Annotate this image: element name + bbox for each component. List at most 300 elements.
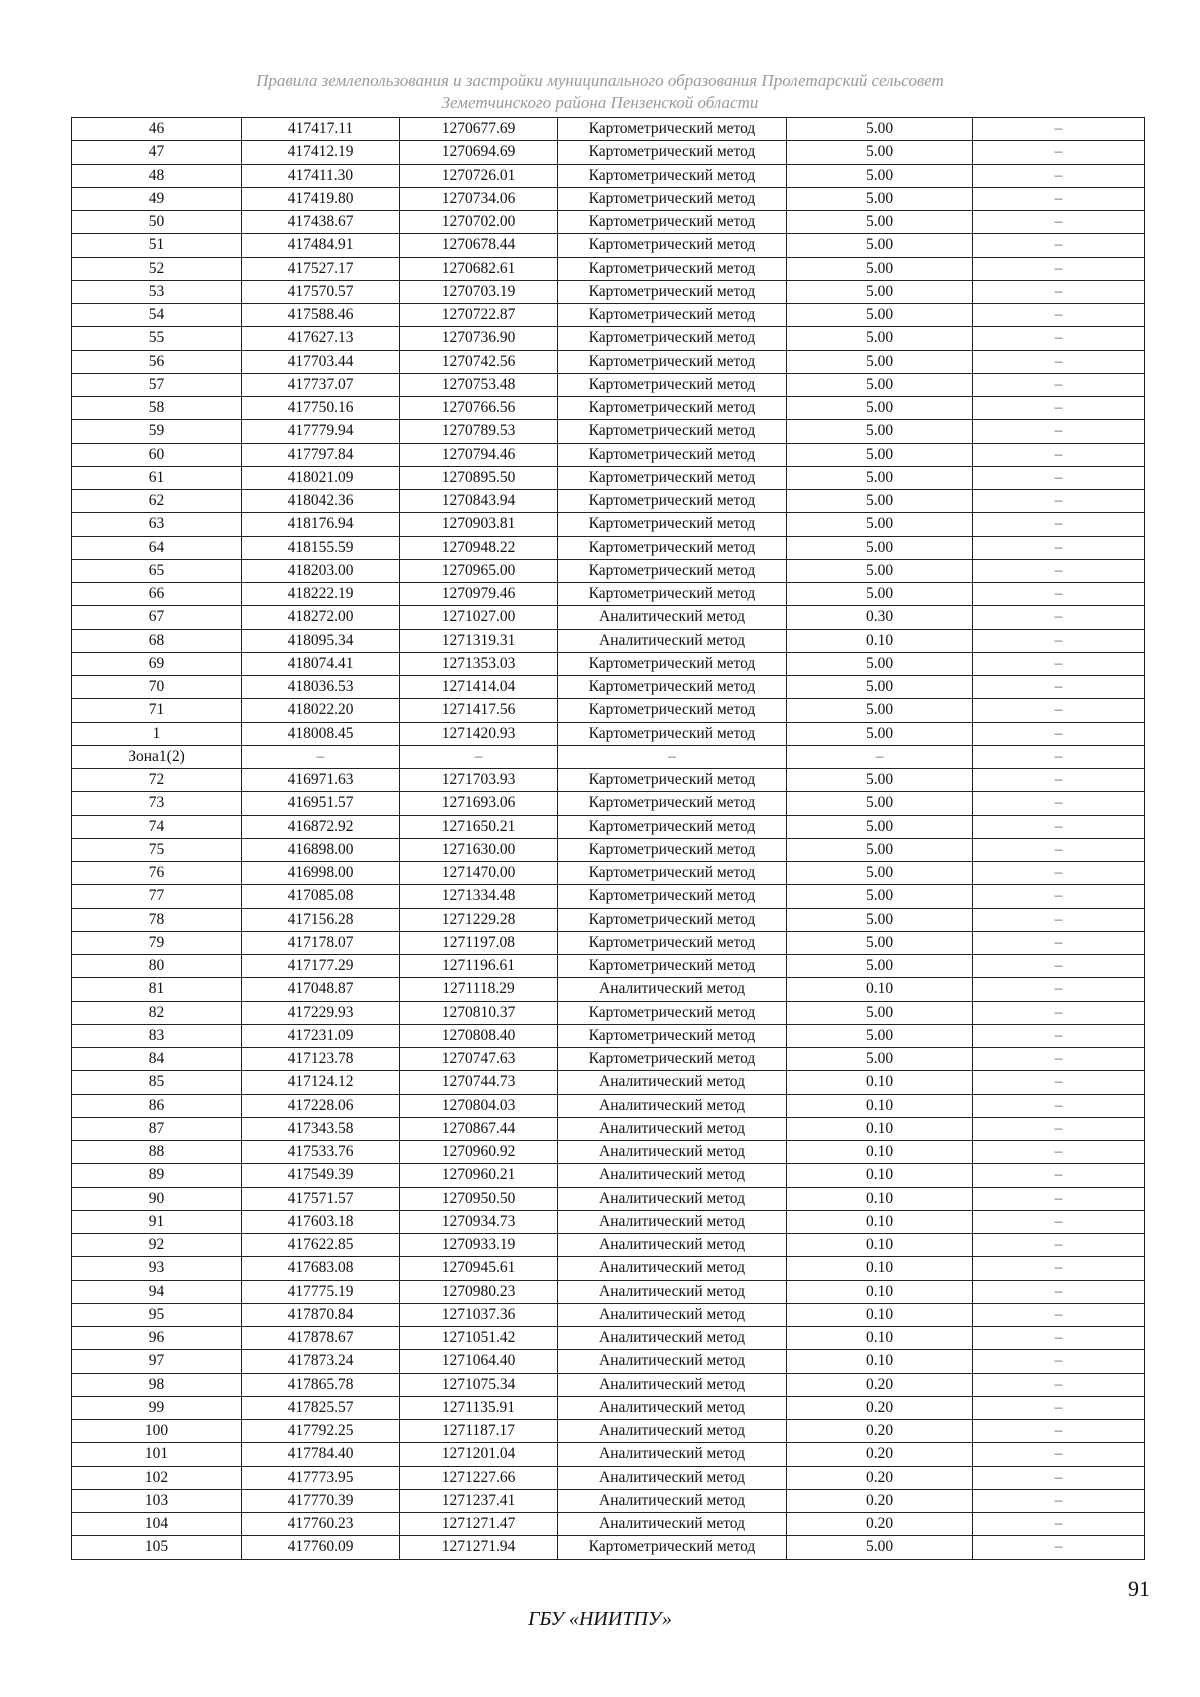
note-cell: – — [973, 420, 1145, 443]
method-cell: Картометрический метод — [558, 1536, 787, 1559]
note-cell: – — [973, 304, 1145, 327]
accuracy-cell: 5.00 — [787, 490, 973, 513]
table-row — [72, 257, 1145, 280]
point-number-cell: 93 — [72, 1257, 242, 1280]
y-coordinate-cell: 1271271.94 — [400, 1536, 558, 1559]
note-cell: – — [973, 1350, 1145, 1373]
accuracy-cell: 0.20 — [787, 1443, 973, 1466]
method-cell: Картометрический метод — [558, 141, 787, 164]
note-cell: – — [973, 815, 1145, 838]
accuracy-cell: 5.00 — [787, 1024, 973, 1047]
note-cell: – — [973, 536, 1145, 559]
table-row — [72, 583, 1145, 606]
y-coordinate-cell: 1270703.19 — [400, 280, 558, 303]
point-number-cell: 71 — [72, 699, 242, 722]
table-row — [72, 1257, 1145, 1280]
accuracy-cell: 0.10 — [787, 978, 973, 1001]
method-cell: Картометрический метод — [558, 862, 787, 885]
accuracy-cell: 5.00 — [787, 327, 973, 350]
y-coordinate-cell: 1270808.40 — [400, 1024, 558, 1047]
point-number-cell: 102 — [72, 1466, 242, 1489]
y-coordinate-cell: 1270753.48 — [400, 373, 558, 396]
note-cell: – — [973, 1234, 1145, 1257]
accuracy-cell: 5.00 — [787, 559, 973, 582]
note-cell: – — [973, 931, 1145, 954]
table-row — [72, 327, 1145, 350]
note-cell: – — [973, 1210, 1145, 1233]
note-cell: – — [973, 1420, 1145, 1443]
point-number-cell: 46 — [72, 118, 242, 141]
table-row — [72, 1210, 1145, 1233]
note-cell: – — [973, 652, 1145, 675]
point-number-cell: 58 — [72, 397, 242, 420]
y-coordinate-cell: 1270766.56 — [400, 397, 558, 420]
point-number-cell: 85 — [72, 1071, 242, 1094]
table-row — [72, 1141, 1145, 1164]
accuracy-cell: 5.00 — [787, 513, 973, 536]
y-coordinate-cell: 1270789.53 — [400, 420, 558, 443]
coordinates-table — [71, 117, 1145, 1560]
accuracy-cell: 0.10 — [787, 1303, 973, 1326]
point-number-cell: 97 — [72, 1350, 242, 1373]
point-number-cell: 50 — [72, 211, 242, 234]
method-cell: Аналитический метод — [558, 1094, 787, 1117]
method-cell: Аналитический метод — [558, 978, 787, 1001]
y-coordinate-cell: 1271693.06 — [400, 792, 558, 815]
y-coordinate-cell: 1271334.48 — [400, 885, 558, 908]
point-number-cell: Зона1(2) — [72, 745, 242, 768]
table-row — [72, 141, 1145, 164]
y-coordinate-cell: 1271470.00 — [400, 862, 558, 885]
table-row — [72, 1094, 1145, 1117]
table-row — [72, 443, 1145, 466]
accuracy-cell: 5.00 — [787, 466, 973, 489]
note-cell: – — [973, 1024, 1145, 1047]
x-coordinate-cell: 417870.84 — [242, 1303, 400, 1326]
accuracy-cell: 5.00 — [787, 211, 973, 234]
table-row — [72, 862, 1145, 885]
y-coordinate-cell: 1271118.29 — [400, 978, 558, 1001]
x-coordinate-cell: 417775.19 — [242, 1280, 400, 1303]
y-coordinate-cell: 1271229.28 — [400, 908, 558, 931]
note-cell: – — [973, 257, 1145, 280]
method-cell: Аналитический метод — [558, 1280, 787, 1303]
accuracy-cell: 0.10 — [787, 1350, 973, 1373]
note-cell: – — [973, 862, 1145, 885]
method-cell: Картометрический метод — [558, 350, 787, 373]
y-coordinate-cell: 1271135.91 — [400, 1396, 558, 1419]
y-coordinate-cell: 1271650.21 — [400, 815, 558, 838]
accuracy-cell: 0.10 — [787, 1164, 973, 1187]
accuracy-cell: 0.10 — [787, 1071, 973, 1094]
table-row — [72, 1396, 1145, 1419]
point-number-cell: 96 — [72, 1327, 242, 1350]
x-coordinate-cell: 417873.24 — [242, 1350, 400, 1373]
point-number-cell: 67 — [72, 606, 242, 629]
x-coordinate-cell: 417048.87 — [242, 978, 400, 1001]
note-cell: – — [973, 955, 1145, 978]
running-header — [0, 70, 1200, 114]
accuracy-cell: 0.10 — [787, 1141, 973, 1164]
method-cell: Картометрический метод — [558, 304, 787, 327]
table-row — [72, 234, 1145, 257]
point-number-cell: 69 — [72, 652, 242, 675]
y-coordinate-cell: 1270950.50 — [400, 1187, 558, 1210]
method-cell: Картометрический метод — [558, 1024, 787, 1047]
note-cell: – — [973, 745, 1145, 768]
note-cell: – — [973, 978, 1145, 1001]
accuracy-cell: 5.00 — [787, 862, 973, 885]
x-coordinate-cell: 417773.95 — [242, 1466, 400, 1489]
accuracy-cell: 5.00 — [787, 536, 973, 559]
table-row — [72, 745, 1145, 768]
point-number-cell: 103 — [72, 1489, 242, 1512]
point-number-cell: 91 — [72, 1210, 242, 1233]
note-cell: – — [973, 1489, 1145, 1512]
x-coordinate-cell: 418074.41 — [242, 652, 400, 675]
method-cell: – — [558, 745, 787, 768]
accuracy-cell: 0.10 — [787, 1257, 973, 1280]
y-coordinate-cell: 1270843.94 — [400, 490, 558, 513]
y-coordinate-cell: 1270960.21 — [400, 1164, 558, 1187]
x-coordinate-cell: 417865.78 — [242, 1373, 400, 1396]
table-row — [72, 676, 1145, 699]
x-coordinate-cell: 416898.00 — [242, 838, 400, 861]
y-coordinate-cell: 1270794.46 — [400, 443, 558, 466]
note-cell: – — [973, 1536, 1145, 1559]
method-cell: Аналитический метод — [558, 1303, 787, 1326]
x-coordinate-cell: 418272.00 — [242, 606, 400, 629]
accuracy-cell: 5.00 — [787, 1001, 973, 1024]
accuracy-cell: 5.00 — [787, 1048, 973, 1071]
accuracy-cell: 5.00 — [787, 141, 973, 164]
note-cell: – — [973, 466, 1145, 489]
table-row — [72, 466, 1145, 489]
y-coordinate-cell: 1271201.04 — [400, 1443, 558, 1466]
accuracy-cell: 0.20 — [787, 1489, 973, 1512]
note-cell: – — [973, 1396, 1145, 1419]
note-cell: – — [973, 187, 1145, 210]
x-coordinate-cell: 417779.94 — [242, 420, 400, 443]
x-coordinate-cell: 417228.06 — [242, 1094, 400, 1117]
accuracy-cell: 5.00 — [787, 420, 973, 443]
method-cell: Аналитический метод — [558, 1117, 787, 1140]
method-cell: Картометрический метод — [558, 187, 787, 210]
table-row — [72, 885, 1145, 908]
x-coordinate-cell: 417549.39 — [242, 1164, 400, 1187]
method-cell: Картометрический метод — [558, 955, 787, 978]
x-coordinate-cell: 417683.08 — [242, 1257, 400, 1280]
method-cell: Картометрический метод — [558, 815, 787, 838]
table-row — [72, 769, 1145, 792]
x-coordinate-cell: 418036.53 — [242, 676, 400, 699]
point-number-cell: 89 — [72, 1164, 242, 1187]
note-cell: – — [973, 1048, 1145, 1071]
note-cell: – — [973, 838, 1145, 861]
note-cell: – — [973, 327, 1145, 350]
x-coordinate-cell: – — [242, 745, 400, 768]
accuracy-cell: 5.00 — [787, 373, 973, 396]
x-coordinate-cell: 418022.20 — [242, 699, 400, 722]
method-cell: Аналитический метод — [558, 1164, 787, 1187]
note-cell: – — [973, 908, 1145, 931]
table-row — [72, 1071, 1145, 1094]
y-coordinate-cell: 1271197.08 — [400, 931, 558, 954]
point-number-cell: 63 — [72, 513, 242, 536]
method-cell: Картометрический метод — [558, 536, 787, 559]
note-cell: – — [973, 885, 1145, 908]
table-row — [72, 1536, 1145, 1559]
note-cell: – — [973, 141, 1145, 164]
point-number-cell: 87 — [72, 1117, 242, 1140]
method-cell: Картометрический метод — [558, 559, 787, 582]
point-number-cell: 61 — [72, 466, 242, 489]
method-cell: Картометрический метод — [558, 792, 787, 815]
point-number-cell: 75 — [72, 838, 242, 861]
point-number-cell: 74 — [72, 815, 242, 838]
method-cell: Картометрический метод — [558, 211, 787, 234]
y-coordinate-cell: 1271075.34 — [400, 1373, 558, 1396]
x-coordinate-cell: 418203.00 — [242, 559, 400, 582]
point-number-cell: 83 — [72, 1024, 242, 1047]
y-coordinate-cell: 1271417.56 — [400, 699, 558, 722]
y-coordinate-cell: 1270722.87 — [400, 304, 558, 327]
note-cell: – — [973, 1257, 1145, 1280]
method-cell: Аналитический метод — [558, 1141, 787, 1164]
note-cell: – — [973, 699, 1145, 722]
x-coordinate-cell: 417797.84 — [242, 443, 400, 466]
method-cell: Картометрический метод — [558, 280, 787, 303]
method-cell: Картометрический метод — [558, 466, 787, 489]
note-cell: – — [973, 769, 1145, 792]
y-coordinate-cell: 1270934.73 — [400, 1210, 558, 1233]
y-coordinate-cell: 1270979.46 — [400, 583, 558, 606]
y-coordinate-cell: 1271027.00 — [400, 606, 558, 629]
y-coordinate-cell: 1270810.37 — [400, 1001, 558, 1024]
table-row — [72, 1280, 1145, 1303]
table-row — [72, 699, 1145, 722]
note-cell: – — [973, 1466, 1145, 1489]
y-coordinate-cell: 1271703.93 — [400, 769, 558, 792]
note-cell: – — [973, 1001, 1145, 1024]
accuracy-cell: 5.00 — [787, 443, 973, 466]
point-number-cell: 77 — [72, 885, 242, 908]
accuracy-cell: 5.00 — [787, 769, 973, 792]
point-number-cell: 51 — [72, 234, 242, 257]
note-cell: – — [973, 629, 1145, 652]
x-coordinate-cell: 418222.19 — [242, 583, 400, 606]
x-coordinate-cell: 417571.57 — [242, 1187, 400, 1210]
x-coordinate-cell: 417570.57 — [242, 280, 400, 303]
accuracy-cell: – — [787, 745, 973, 768]
method-cell: Картометрический метод — [558, 885, 787, 908]
y-coordinate-cell: 1271319.31 — [400, 629, 558, 652]
method-cell: Аналитический метод — [558, 1466, 787, 1489]
method-cell: Аналитический метод — [558, 1443, 787, 1466]
note-cell: – — [973, 164, 1145, 187]
note-cell: – — [973, 1373, 1145, 1396]
table-row — [72, 1164, 1145, 1187]
y-coordinate-cell: 1270933.19 — [400, 1234, 558, 1257]
y-coordinate-cell: 1271227.66 — [400, 1466, 558, 1489]
accuracy-cell: 0.10 — [787, 1280, 973, 1303]
method-cell: Картометрический метод — [558, 257, 787, 280]
accuracy-cell: 0.20 — [787, 1513, 973, 1536]
running-header-line-2: Земетчинского района Пензенской области — [441, 93, 759, 112]
x-coordinate-cell: 417760.23 — [242, 1513, 400, 1536]
accuracy-cell: 5.00 — [787, 280, 973, 303]
point-number-cell: 49 — [72, 187, 242, 210]
x-coordinate-cell: 418021.09 — [242, 466, 400, 489]
method-cell: Аналитический метод — [558, 1350, 787, 1373]
y-coordinate-cell: 1271414.04 — [400, 676, 558, 699]
point-number-cell: 79 — [72, 931, 242, 954]
point-number-cell: 54 — [72, 304, 242, 327]
y-coordinate-cell: 1271064.40 — [400, 1350, 558, 1373]
table-row — [72, 536, 1145, 559]
table-row — [72, 1466, 1145, 1489]
accuracy-cell: 0.10 — [787, 1094, 973, 1117]
point-number-cell: 55 — [72, 327, 242, 350]
table-row — [72, 1443, 1145, 1466]
running-header-line-1: Правила землепользования и застройки муниципального образования Пролетарский сельсовет — [256, 71, 944, 90]
table-row — [72, 1350, 1145, 1373]
method-cell: Аналитический метод — [558, 1327, 787, 1350]
y-coordinate-cell: 1270742.56 — [400, 350, 558, 373]
y-coordinate-cell: 1270980.23 — [400, 1280, 558, 1303]
x-coordinate-cell: 418155.59 — [242, 536, 400, 559]
table-row — [72, 490, 1145, 513]
table-row — [72, 815, 1145, 838]
point-number-cell: 73 — [72, 792, 242, 815]
x-coordinate-cell: 417784.40 — [242, 1443, 400, 1466]
point-number-cell: 94 — [72, 1280, 242, 1303]
table-row — [72, 559, 1145, 582]
point-number-cell: 90 — [72, 1187, 242, 1210]
point-number-cell: 92 — [72, 1234, 242, 1257]
table-row — [72, 629, 1145, 652]
x-coordinate-cell: 417419.80 — [242, 187, 400, 210]
point-number-cell: 95 — [72, 1303, 242, 1326]
method-cell: Картометрический метод — [558, 931, 787, 954]
point-number-cell: 84 — [72, 1048, 242, 1071]
method-cell: Аналитический метод — [558, 1187, 787, 1210]
x-coordinate-cell: 417231.09 — [242, 1024, 400, 1047]
point-number-cell: 48 — [72, 164, 242, 187]
point-number-cell: 65 — [72, 559, 242, 582]
accuracy-cell: 5.00 — [787, 908, 973, 931]
x-coordinate-cell: 417603.18 — [242, 1210, 400, 1233]
accuracy-cell: 5.00 — [787, 118, 973, 141]
table-row — [72, 1187, 1145, 1210]
note-cell: – — [973, 280, 1145, 303]
note-cell: – — [973, 583, 1145, 606]
note-cell: – — [973, 350, 1145, 373]
x-coordinate-cell: 417878.67 — [242, 1327, 400, 1350]
point-number-cell: 105 — [72, 1536, 242, 1559]
x-coordinate-cell: 417178.07 — [242, 931, 400, 954]
table-row — [72, 1024, 1145, 1047]
y-coordinate-cell: 1270744.73 — [400, 1071, 558, 1094]
x-coordinate-cell: 417588.46 — [242, 304, 400, 327]
x-coordinate-cell: 417484.91 — [242, 234, 400, 257]
table-row — [72, 908, 1145, 931]
point-number-cell: 1 — [72, 722, 242, 745]
note-cell: – — [973, 1164, 1145, 1187]
y-coordinate-cell: 1270678.44 — [400, 234, 558, 257]
point-number-cell: 104 — [72, 1513, 242, 1536]
y-coordinate-cell: 1271187.17 — [400, 1420, 558, 1443]
x-coordinate-cell: 417792.25 — [242, 1420, 400, 1443]
point-number-cell: 53 — [72, 280, 242, 303]
table-row — [72, 373, 1145, 396]
method-cell: Аналитический метод — [558, 629, 787, 652]
x-coordinate-cell: 416872.92 — [242, 815, 400, 838]
method-cell: Картометрический метод — [558, 838, 787, 861]
note-cell: – — [973, 792, 1145, 815]
note-cell: – — [973, 234, 1145, 257]
table-row — [72, 955, 1145, 978]
table-row — [72, 513, 1145, 536]
x-coordinate-cell: 417703.44 — [242, 350, 400, 373]
note-cell: – — [973, 676, 1145, 699]
accuracy-cell: 5.00 — [787, 931, 973, 954]
x-coordinate-cell: 417123.78 — [242, 1048, 400, 1071]
accuracy-cell: 5.00 — [787, 583, 973, 606]
note-cell: – — [973, 559, 1145, 582]
method-cell: Картометрический метод — [558, 373, 787, 396]
note-cell: – — [973, 490, 1145, 513]
y-coordinate-cell: 1270726.01 — [400, 164, 558, 187]
y-coordinate-cell: 1270702.00 — [400, 211, 558, 234]
method-cell: Картометрический метод — [558, 908, 787, 931]
y-coordinate-cell: 1270895.50 — [400, 466, 558, 489]
accuracy-cell: 5.00 — [787, 792, 973, 815]
table-row — [72, 1117, 1145, 1140]
method-cell: Картометрический метод — [558, 397, 787, 420]
point-number-cell: 66 — [72, 583, 242, 606]
method-cell: Аналитический метод — [558, 1234, 787, 1257]
x-coordinate-cell: 417156.28 — [242, 908, 400, 931]
x-coordinate-cell: 417438.67 — [242, 211, 400, 234]
accuracy-cell: 0.20 — [787, 1396, 973, 1419]
method-cell: Картометрический метод — [558, 1001, 787, 1024]
note-cell: – — [973, 1071, 1145, 1094]
y-coordinate-cell: 1270965.00 — [400, 559, 558, 582]
accuracy-cell: 5.00 — [787, 838, 973, 861]
accuracy-cell: 5.00 — [787, 722, 973, 745]
note-cell: – — [973, 1280, 1145, 1303]
note-cell: – — [973, 118, 1145, 141]
table-row — [72, 304, 1145, 327]
accuracy-cell: 5.00 — [787, 1536, 973, 1559]
accuracy-cell: 5.00 — [787, 676, 973, 699]
y-coordinate-cell: 1271196.61 — [400, 955, 558, 978]
y-coordinate-cell: 1270945.61 — [400, 1257, 558, 1280]
method-cell: Картометрический метод — [558, 722, 787, 745]
point-number-cell: 47 — [72, 141, 242, 164]
x-coordinate-cell: 417622.85 — [242, 1234, 400, 1257]
method-cell: Аналитический метод — [558, 1513, 787, 1536]
accuracy-cell: 0.20 — [787, 1466, 973, 1489]
table-row — [72, 792, 1145, 815]
table-row — [72, 350, 1145, 373]
point-number-cell: 52 — [72, 257, 242, 280]
note-cell: – — [973, 443, 1145, 466]
point-number-cell: 70 — [72, 676, 242, 699]
note-cell: – — [973, 1443, 1145, 1466]
y-coordinate-cell: 1270682.61 — [400, 257, 558, 280]
